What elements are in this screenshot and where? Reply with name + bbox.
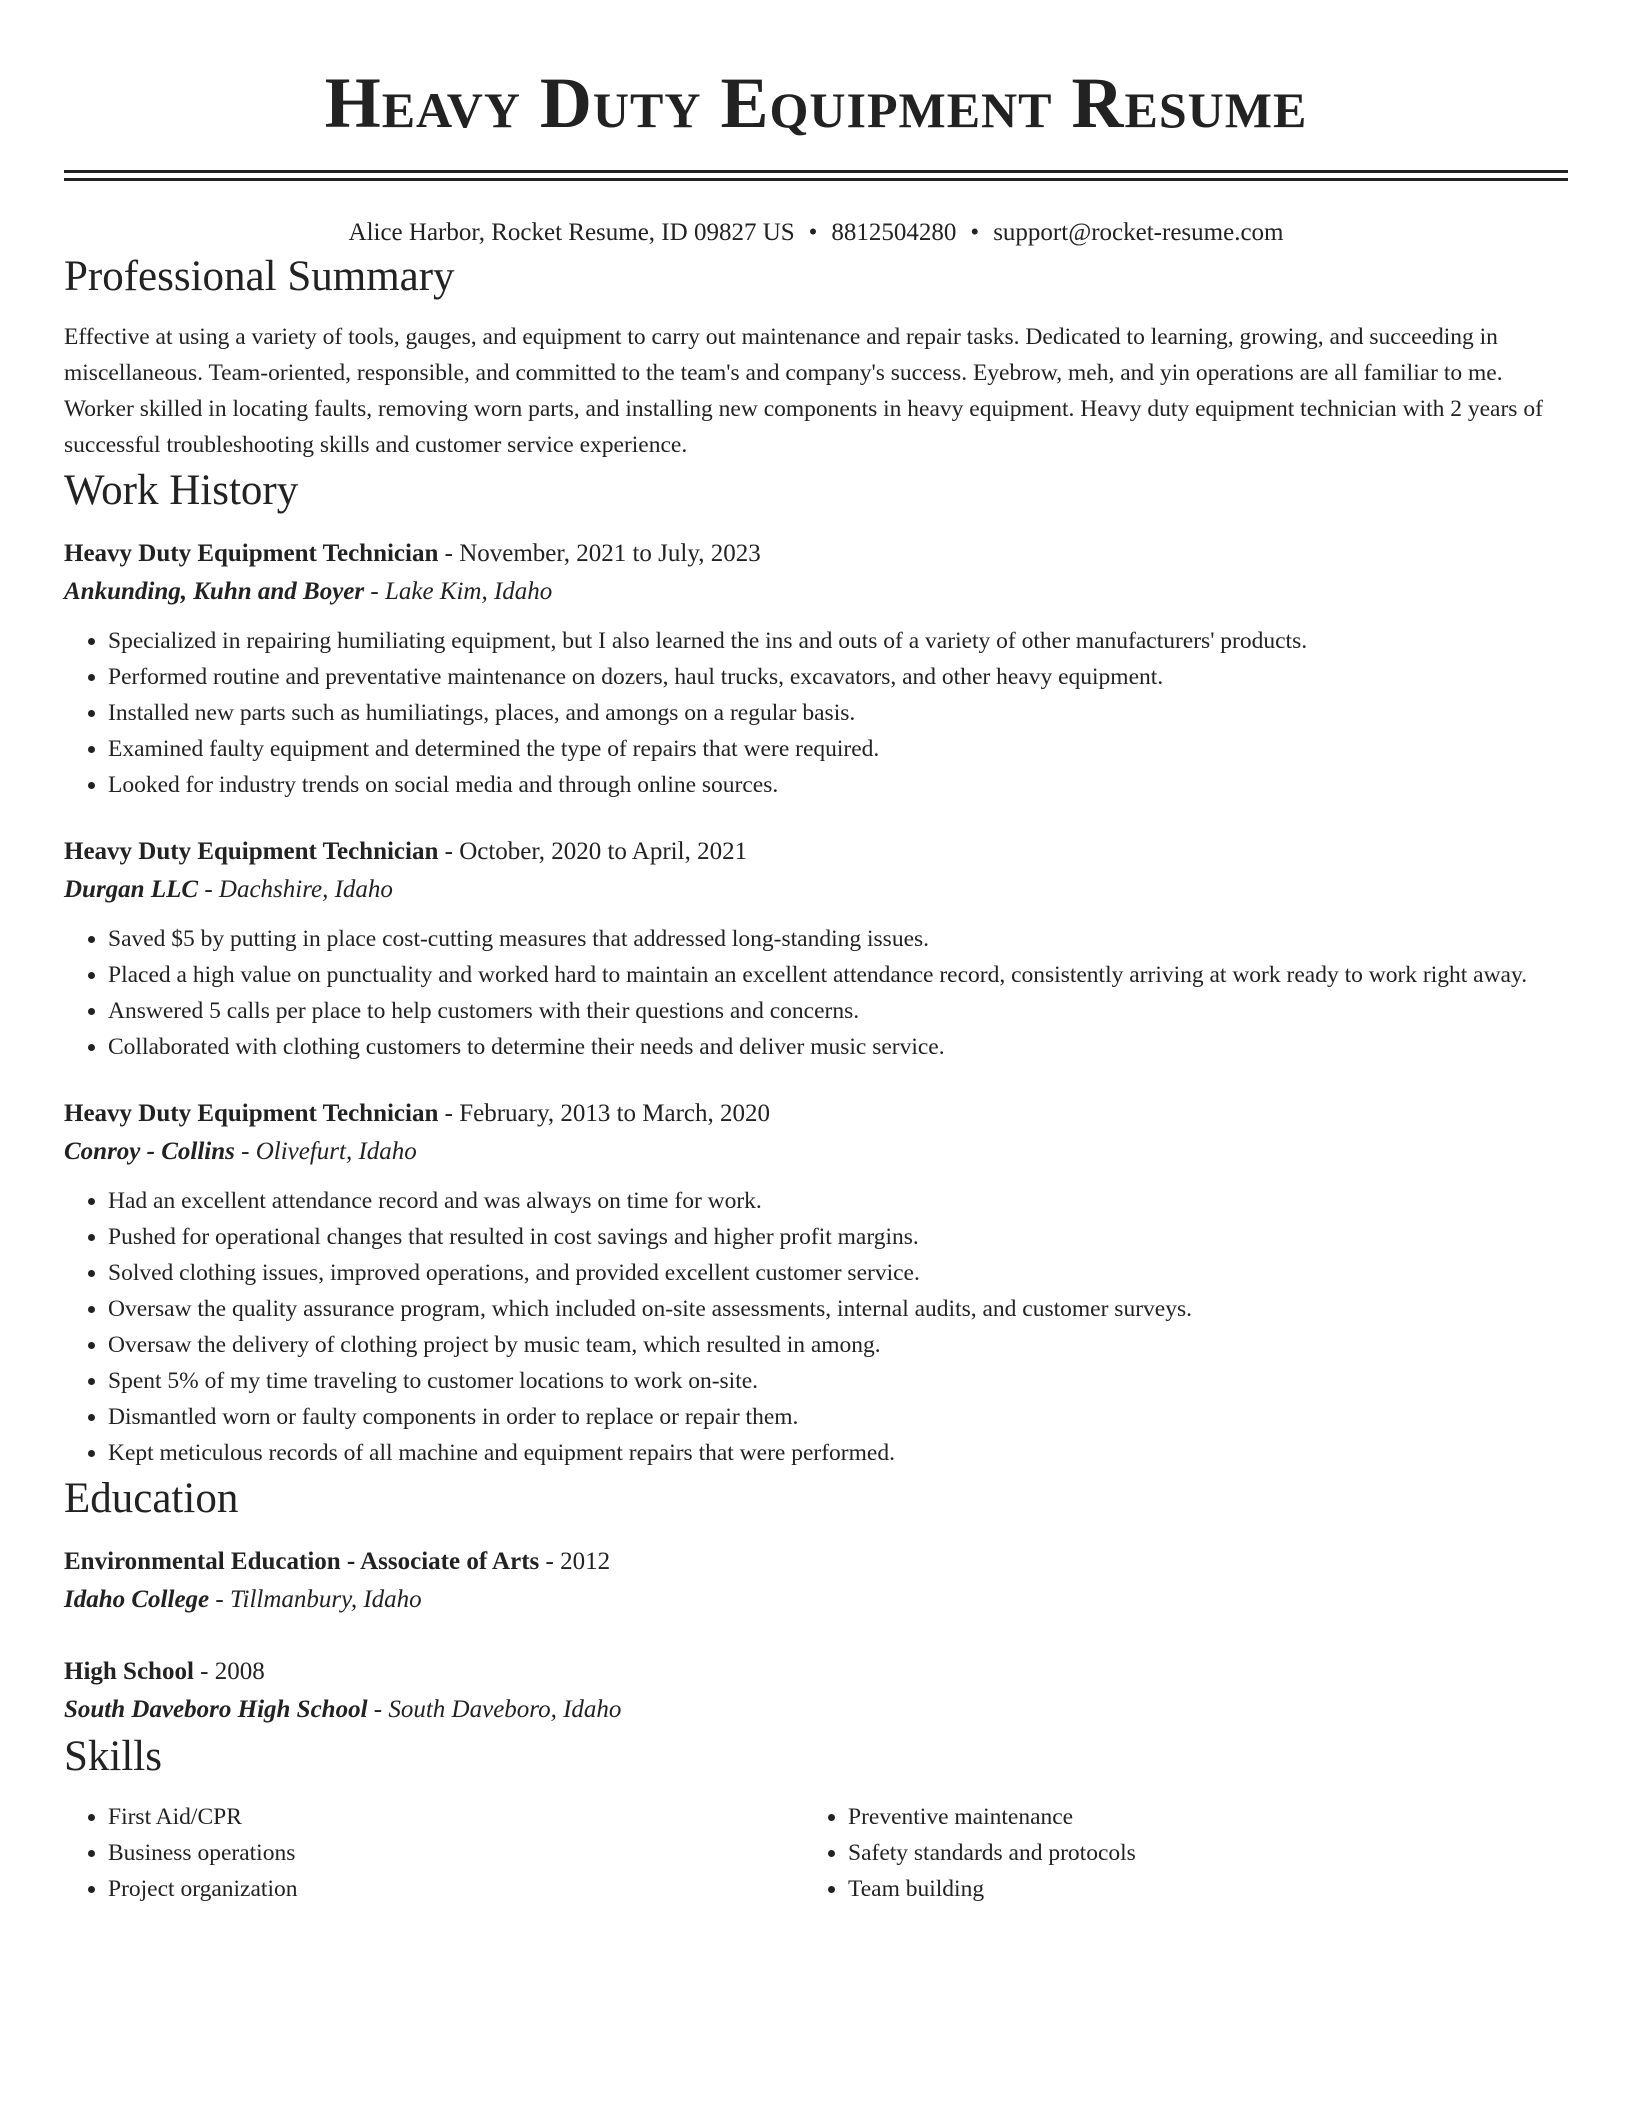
list-item: • Dismantled worn or faulty components in order to replace or repair them. bbox=[108, 1399, 1568, 1435]
list-item: • Installed new parts such as humiliatings, places, and amongs on a regular basis. bbox=[108, 695, 1568, 731]
job-title: Heavy Duty Equipment Technician bbox=[64, 1100, 439, 1127]
school-name: Idaho College bbox=[64, 1586, 210, 1613]
list-item: • Examined faulty equipment and determined the type of repairs that were required. bbox=[108, 731, 1568, 767]
job-company: Conroy - Collins bbox=[64, 1138, 235, 1165]
list-item: • Had an excellent attendance record and was always on time for work. bbox=[108, 1183, 1568, 1219]
list-item: • Solved clothing issues, improved operations, and provided excellent customer service. bbox=[108, 1255, 1568, 1291]
degree-year: - 2012 bbox=[539, 1548, 611, 1575]
summary-text: Effective at using a variety of tools, gauges, and equipment to carry out maintenance and repair tasks. Dedicated to learning, growing, and succeeding in miscellaneous. Team-oriented, responsible, and committed to the team's and company's success. Eyebrow, meh, and yin operations are all familiar to me. Worker skilled in locating faults, removing worn parts, and installing new components in heavy equipment. Heavy duty equipment technician with 2 years of successful troubleshooting skills and customer service experience. bbox=[64, 324, 1543, 458]
skills-right-column bbox=[804, 1799, 1544, 1907]
list-item: • Collaborated with clothing customers to determine their needs and deliver music service. bbox=[108, 1029, 1568, 1065]
job-company-line bbox=[64, 1133, 1568, 1171]
job-company: Durgan LLC bbox=[64, 876, 199, 903]
list-item: • Preventive maintenance bbox=[848, 1799, 1544, 1835]
degree: Environmental Education - Associate of Arts bbox=[64, 1548, 540, 1575]
job-title-line bbox=[64, 833, 1568, 871]
degree-year: - 2008 bbox=[193, 1658, 265, 1685]
job-title: Heavy Duty Equipment Technician bbox=[64, 540, 439, 567]
school-line bbox=[64, 1691, 1568, 1729]
job-title-line bbox=[64, 535, 1568, 573]
job-company-line bbox=[64, 573, 1568, 611]
job-company-line bbox=[64, 871, 1568, 909]
job-location: - Dachshire, Idaho bbox=[198, 876, 393, 903]
job-bullets bbox=[64, 921, 1568, 1065]
contact-address: Alice Harbor, Rocket Resume, ID 09827 US bbox=[348, 219, 795, 246]
list-item: • Business operations bbox=[108, 1835, 804, 1871]
job-location: - Olivefurt, Idaho bbox=[234, 1138, 417, 1165]
job-bullets bbox=[64, 1183, 1568, 1471]
job-company: Ankunding, Kuhn and Boyer bbox=[64, 578, 365, 605]
school-location: - South Daveboro, Idaho bbox=[367, 1696, 622, 1723]
summary-heading: Professional Summary bbox=[64, 253, 455, 300]
list-item: • Project organization bbox=[108, 1871, 804, 1907]
degree: High School bbox=[64, 1658, 194, 1685]
list-item: • Kept meticulous records of all machine and equipment repairs that were performed. bbox=[108, 1435, 1568, 1471]
degree-line bbox=[64, 1543, 1568, 1581]
skills-left-column bbox=[64, 1799, 804, 1907]
list-item: • Saved $5 by putting in place cost-cutting measures that addressed long-standing issues. bbox=[108, 921, 1568, 957]
list-item: • Looked for industry trends on social media and through online sources. bbox=[108, 767, 1568, 803]
contact-email[interactable]: support@rocket-resume.com bbox=[993, 219, 1284, 246]
list-item: • Specialized in repairing humiliating equipment, but I also learned the ins and outs of a variety of other manufacturers' products. bbox=[108, 623, 1568, 659]
school-location: - Tillmanbury, Idaho bbox=[209, 1586, 422, 1613]
list-item: • Answered 5 calls per place to help customers with their questions and concerns. bbox=[108, 993, 1568, 1029]
job-dates: - February, 2013 to March, 2020 bbox=[438, 1100, 771, 1127]
list-item: • Oversaw the delivery of clothing project by music team, which resulted in among. bbox=[108, 1327, 1568, 1363]
job-title: Heavy Duty Equipment Technician bbox=[64, 838, 439, 865]
skills-heading: Skills bbox=[64, 1733, 162, 1780]
list-item: • Placed a high value on punctuality and worked hard to maintain an excellent attendance record, consistently arriving at work ready to work right away. bbox=[108, 957, 1568, 993]
education-entry bbox=[64, 1543, 1568, 1619]
title-double-rule bbox=[64, 170, 1568, 181]
school-name: South Daveboro High School bbox=[64, 1696, 368, 1723]
contact-separator: • bbox=[808, 219, 818, 246]
list-item: • Safety standards and protocols bbox=[848, 1835, 1544, 1871]
education-entry bbox=[64, 1653, 1568, 1729]
job-dates: - November, 2021 to July, 2023 bbox=[438, 540, 761, 567]
list-item: • Team building bbox=[848, 1871, 1544, 1907]
contact-phone: 8812504280 bbox=[831, 219, 957, 246]
job-entry bbox=[64, 535, 1568, 803]
list-item: • First Aid/CPR bbox=[108, 1799, 804, 1835]
job-dates: - October, 2020 to April, 2021 bbox=[438, 838, 748, 865]
degree-line bbox=[64, 1653, 1568, 1691]
school-line bbox=[64, 1581, 1568, 1619]
list-item: • Oversaw the quality assurance program, which included on-site assessments, internal audits, and customer surveys. bbox=[108, 1291, 1568, 1327]
job-location: - Lake Kim, Idaho bbox=[364, 578, 553, 605]
resume-title: Heavy Duty Equipment Resume bbox=[324, 63, 1308, 143]
education-heading: Education bbox=[64, 1475, 239, 1522]
list-item: • Pushed for operational changes that resulted in cost savings and higher profit margins. bbox=[108, 1219, 1568, 1255]
list-item: • Performed routine and preventative maintenance on dozers, haul trucks, excavators, and other heavy equipment. bbox=[108, 659, 1568, 695]
job-bullets bbox=[64, 623, 1568, 803]
work-history-heading: Work History bbox=[64, 467, 299, 514]
contact-separator: • bbox=[970, 219, 980, 246]
skills-columns bbox=[64, 1799, 1568, 1907]
job-entry bbox=[64, 833, 1568, 1065]
job-title-line bbox=[64, 1095, 1568, 1133]
contact-line bbox=[64, 217, 1568, 249]
list-item: • Spent 5% of my time traveling to customer locations to work on-site. bbox=[108, 1363, 1568, 1399]
job-entry bbox=[64, 1095, 1568, 1471]
